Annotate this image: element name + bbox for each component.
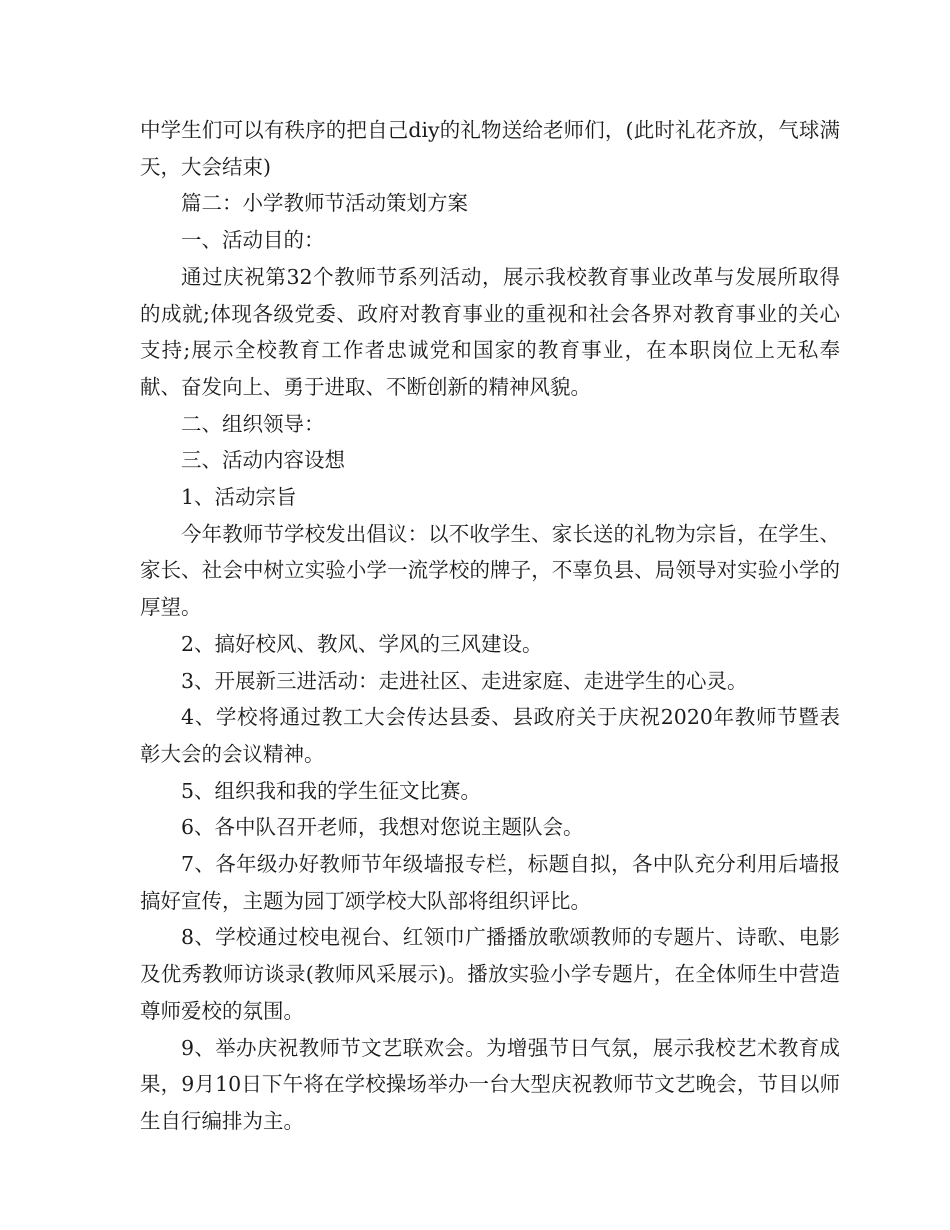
list-item-4: 4、学校将通过教工大会传达县委、县政府关于庆祝2020年教师节暨表彰大会的会议精神。 <box>140 705 840 766</box>
list-item-6: 6、各中队召开老师，我想对您说主题队会。 <box>181 815 584 840</box>
paragraph-activity-purpose: 通过庆祝第32个教师节系列活动，展示我校教育事业改革与发展所取得的成就;体现各级党委、政府对教育事业的重视和社会各界对教育事业的关心支持;展示全校教育工作者忠诚党和国家的教育事业，在本职岗位上无私奉献、奋发向上、勇于进取、不断创新的精神风貌。 <box>140 264 840 399</box>
list-item-8: 8、学校通过校电视台、红领巾广播播放歌颂教师的专题片、诗歌、电影及优秀教师访谈录(教师风采展示)。播放实验小学专题片，在全体师生中营造尊师爱校的氛围。 <box>140 925 840 1023</box>
list-item-5: 5、组织我和我的学生征文比赛。 <box>181 778 482 803</box>
section-heading-part-two: 篇二：小学教师节活动策划方案 <box>181 191 468 216</box>
list-item-3: 3、开展新三进活动：走进社区、走进家庭、走进学生的心灵。 <box>181 668 748 693</box>
paragraph-continuation: 中学生们可以有秩序的把自己diy的礼物送给老师们，(此时礼花齐放，气球满天，大会结束) <box>140 118 840 179</box>
heading-activity-content: 三、活动内容设想 <box>181 448 345 473</box>
heading-organization: 二、组织领导： <box>181 411 325 436</box>
subheading-activity-aim: 1、活动宗旨 <box>181 485 297 510</box>
heading-activity-purpose: 一、活动目的： <box>181 228 325 253</box>
list-item-9: 9、举办庆祝教师节文艺联欢会。为增强节日气氛，展示我校艺术教育成果，9月10日下午将在学校操场举办一台大型庆祝教师节文艺晚会，节目以师生自行编排为主。 <box>140 1035 840 1133</box>
paragraph-activity-aim: 今年教师节学校发出倡议：以不收学生、家长送的礼物为宗旨，在学生、家长、社会中树立实验小学一流学校的牌子，不辜负县、局领导对实验小学的厚望。 <box>140 521 840 620</box>
list-item-2: 2、搞好校风、教风、学风的三风建设。 <box>181 631 543 656</box>
list-item-7: 7、各年级办好教师节年级墙报专栏，标题自拟，各中队充分利用后墙报搞好宣传，主题为园丁颂学校大队部将组织评比。 <box>140 852 840 913</box>
document-body <box>140 112 840 1140</box>
